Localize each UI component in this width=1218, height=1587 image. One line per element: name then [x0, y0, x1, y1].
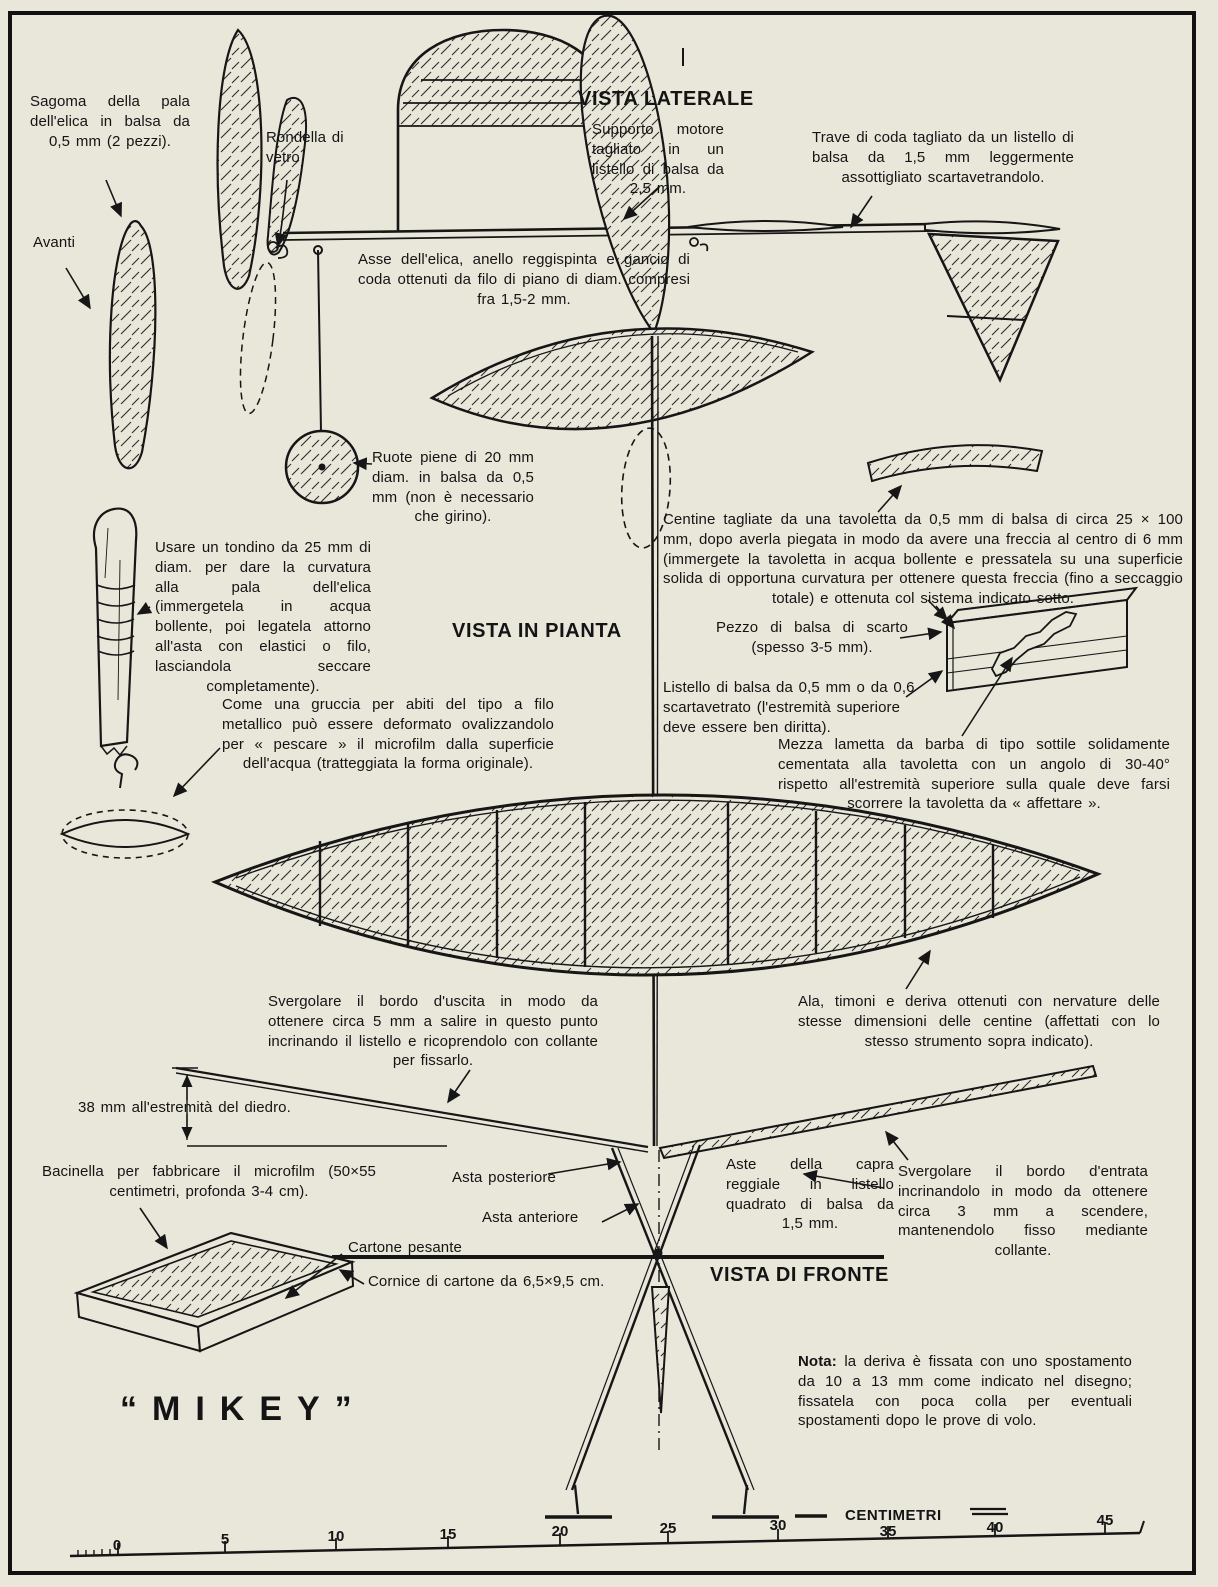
- motor-pylon: [398, 30, 608, 232]
- wing-side-view: [432, 328, 812, 429]
- ruler-tick-35: 35: [879, 1523, 897, 1540]
- label-hanger: Come una gruccia per abiti del tipo a filo metallico può essere deformato ovalizzandolo per « pescare » il microfilm dalla superficie dell'acqua (tratteggiata la forma originale).: [222, 696, 554, 773]
- ruler-tick-40: 40: [986, 1519, 1004, 1536]
- label-heavy-cardboard: Cartone pesante: [348, 1239, 462, 1256]
- label-scrap-balsa: Pezzo di balsa di scarto (spesso 3-5 mm).: [716, 619, 908, 656]
- label-front-strut: Asta anteriore: [482, 1209, 579, 1226]
- label-blade-template: Sagoma della pala dell'elica in balsa da 0,5 mm (2 pezzi).: [30, 93, 190, 150]
- dowel: [94, 509, 136, 755]
- note-text: la deriva è fissata con uno spostamento da 10 a 13 mm come indicato nel disegno; fissatela con poca colla per eventuali spostamenti dopo le prove di volo.: [798, 1353, 1132, 1430]
- label-avanti: Avanti: [33, 234, 76, 251]
- wheel: [286, 431, 358, 503]
- coat-hanger: [62, 754, 188, 858]
- label-cardboard-frame: Cornice di cartone da 6,5×9,5 cm.: [368, 1273, 605, 1290]
- label-leading-edge-washout: Svergolare il bordo d'entrata incrinandolo in modo da ottenere circa 3 mm a scendere, mantenendolo fisso mediante collante.: [898, 1163, 1148, 1260]
- label-glass-washer: Rondella di vetro: [266, 129, 344, 166]
- microfilm-tray: [77, 1233, 353, 1351]
- label-pylon-struts: Aste della capra reggiale in listello quadrato di balsa da 1,5 mm.: [726, 1156, 894, 1233]
- label-rear-strut: Asta posteriore: [452, 1169, 556, 1186]
- label-trailing-edge-washout: Svergolare il bordo d'uscita in modo da ottenere circa 5 mm a salire in questo punto incrinando il listello e ricoprendolo con collante per fissarlo.: [268, 993, 598, 1070]
- right-wing-front: [660, 1066, 1096, 1158]
- label-tail-boom: Trave di coda tagliato da un listello di balsa da 1,5 mm leggermente assottigliato scartavetrandolo.: [812, 129, 1074, 186]
- ruler-unit-label: CENTIMETRI: [845, 1507, 942, 1524]
- label-wing-ribs-note: Ala, timoni e deriva ottenuti con nervature delle stesse dimensioni delle centine (affettati con lo stesso strumento sopra indicato).: [798, 993, 1160, 1050]
- label-dowel: Usare un tondino da 25 mm di diam. per dare la curvatura alla pala dell'elica (immergetela in acqua bollente, poi legatela attorno all'asta con elastici o filo, lasciandola seccare completamente).: [155, 539, 371, 695]
- label-wheels: Ruote piene di 20 mm diam. in balsa da 0,5 mm (non è necessario che girino).: [372, 449, 534, 526]
- ruler-tick-10: 10: [327, 1528, 345, 1545]
- wheels-front: [545, 1485, 779, 1517]
- label-tray: Bacinella per fabbricare il microfilm (50×55 centimetri, profonda 3-4 cm).: [42, 1163, 376, 1200]
- title-plan-view: VISTA IN PIANTA: [452, 620, 622, 642]
- label-prop-shaft: Asse dell'elica, anello reggispinta e gancio di coda ottenuti da filo di piano di diam. compresi fra 1,5-2 mm.: [358, 251, 690, 308]
- title-front-view: VISTA DI FRONTE: [710, 1264, 889, 1286]
- label-balsa-strip: Listello di balsa da 0,5 mm o da 0,6 scartavetrato (l'estremità superiore deve essere ben diritta).: [663, 679, 915, 736]
- label-motor-support: Supporto motore tagliato in un listello di balsa da 2,5 mm.: [592, 121, 724, 198]
- ruler-tick-15: 15: [439, 1526, 457, 1543]
- ruler-tick-30: 30: [769, 1517, 787, 1534]
- ruler-tick-5: 5: [220, 1531, 230, 1548]
- ruler-tick-25: 25: [659, 1520, 677, 1537]
- label-ribs: Centine tagliate da una tavoletta da 0,5 mm di balsa di circa 25 × 100 mm, dopo averla piegata in modo da avere una freccia al centro di 6 mm (immergete la tavoletta in acqua bollente e pressatela su una superficie solida di opportuna curvatura per ottenere questa freccia (fino a seccaggio totale) e ottenuta col sistema indicato sotto.: [663, 511, 1183, 608]
- note-label: Nota:: [798, 1353, 837, 1370]
- plan-name: “MIKEY”: [120, 1390, 367, 1428]
- label-dihedral: 38 mm all'estremità del diedro.: [78, 1099, 291, 1116]
- rib-strip: [868, 445, 1042, 481]
- ruler-tick-0: 0: [112, 1537, 122, 1554]
- note-fin-offset: [798, 1352, 1132, 1431]
- title-side-view: VISTA LATERALE: [578, 88, 754, 110]
- wing-plan-view: [215, 795, 1098, 975]
- fin-front: [652, 1287, 669, 1413]
- label-razor: Mezza lametta da barba di tipo sottile solidamente cementata alla tavoletta con un angolo di 30-40° rispetto all'estremità superiore sulla quale deve farsi scorrere la tavoletta da « affettare ».: [778, 736, 1170, 813]
- ruler-tick-20: 20: [551, 1523, 569, 1540]
- motor-stick-plan: [652, 336, 658, 1146]
- ruler-tick-45: 45: [1096, 1512, 1114, 1529]
